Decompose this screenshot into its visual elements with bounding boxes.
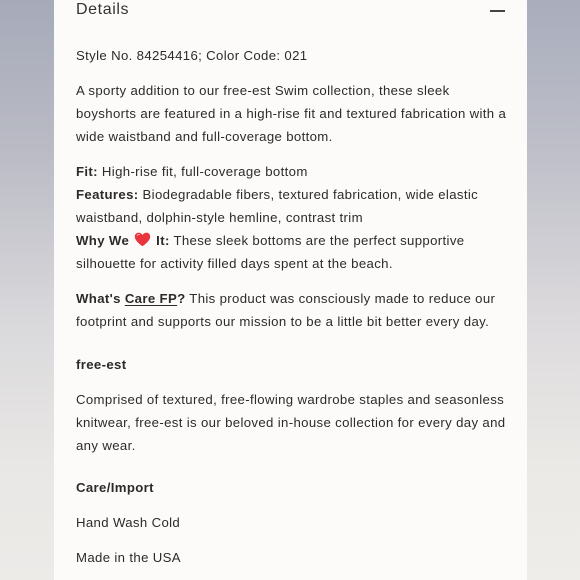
details-card (54, 0, 527, 580)
care-import-title: Care/Import (76, 480, 154, 495)
why-line (76, 229, 508, 275)
features-label: Features: (76, 187, 139, 202)
fit-line (76, 160, 508, 183)
heart-emoji-icon (134, 232, 151, 247)
features-line (76, 183, 508, 229)
care-origin: Made in the USA (76, 550, 181, 565)
collection-text: Comprised of textured, free-flowing wardrobe staples and seasonless knitwear, free-est is our beloved in-house collection for every day and any wear. (76, 392, 506, 453)
collection-title: free-est (76, 357, 127, 372)
care-suffix: ? (177, 291, 186, 306)
details-content (76, 44, 508, 569)
fit-label: Fit: (76, 164, 98, 179)
why-label-start: Why We (76, 233, 134, 248)
fit-value: High-rise fit, full-coverage bottom (97, 164, 308, 179)
features-value: Biodegradable fibers, textured fabrication, wide elastic waistband, dolphin-style hemline, contrast trim (76, 187, 479, 225)
care-fp-link[interactable]: Care FP (124, 291, 178, 306)
care-wash: Hand Wash Cold (76, 515, 181, 530)
details-title: Details (76, 1, 130, 18)
care-prefix: What's (76, 291, 125, 306)
care-value: This product was consciously made to reduce our footprint and supports our mission to be a little bit better every day. (76, 291, 496, 329)
care-fp-line (76, 287, 508, 333)
why-label-end: It: (152, 233, 170, 248)
why-value: These sleek bottoms are the perfect supportive silhouette for activity filled days spent at the beach. (76, 233, 465, 271)
background-right (527, 0, 580, 580)
background-left (0, 0, 54, 580)
minus-icon[interactable] (490, 10, 505, 12)
style-line: Style No. 84254416; Color Code: 021 (76, 48, 308, 63)
details-header[interactable] (76, 0, 505, 24)
product-description: A sporty addition to our free-est Swim collection, these sleek boyshorts are featured in a high-rise fit and textured fabrication with a wide waistband and full-coverage bottom. (76, 83, 507, 144)
